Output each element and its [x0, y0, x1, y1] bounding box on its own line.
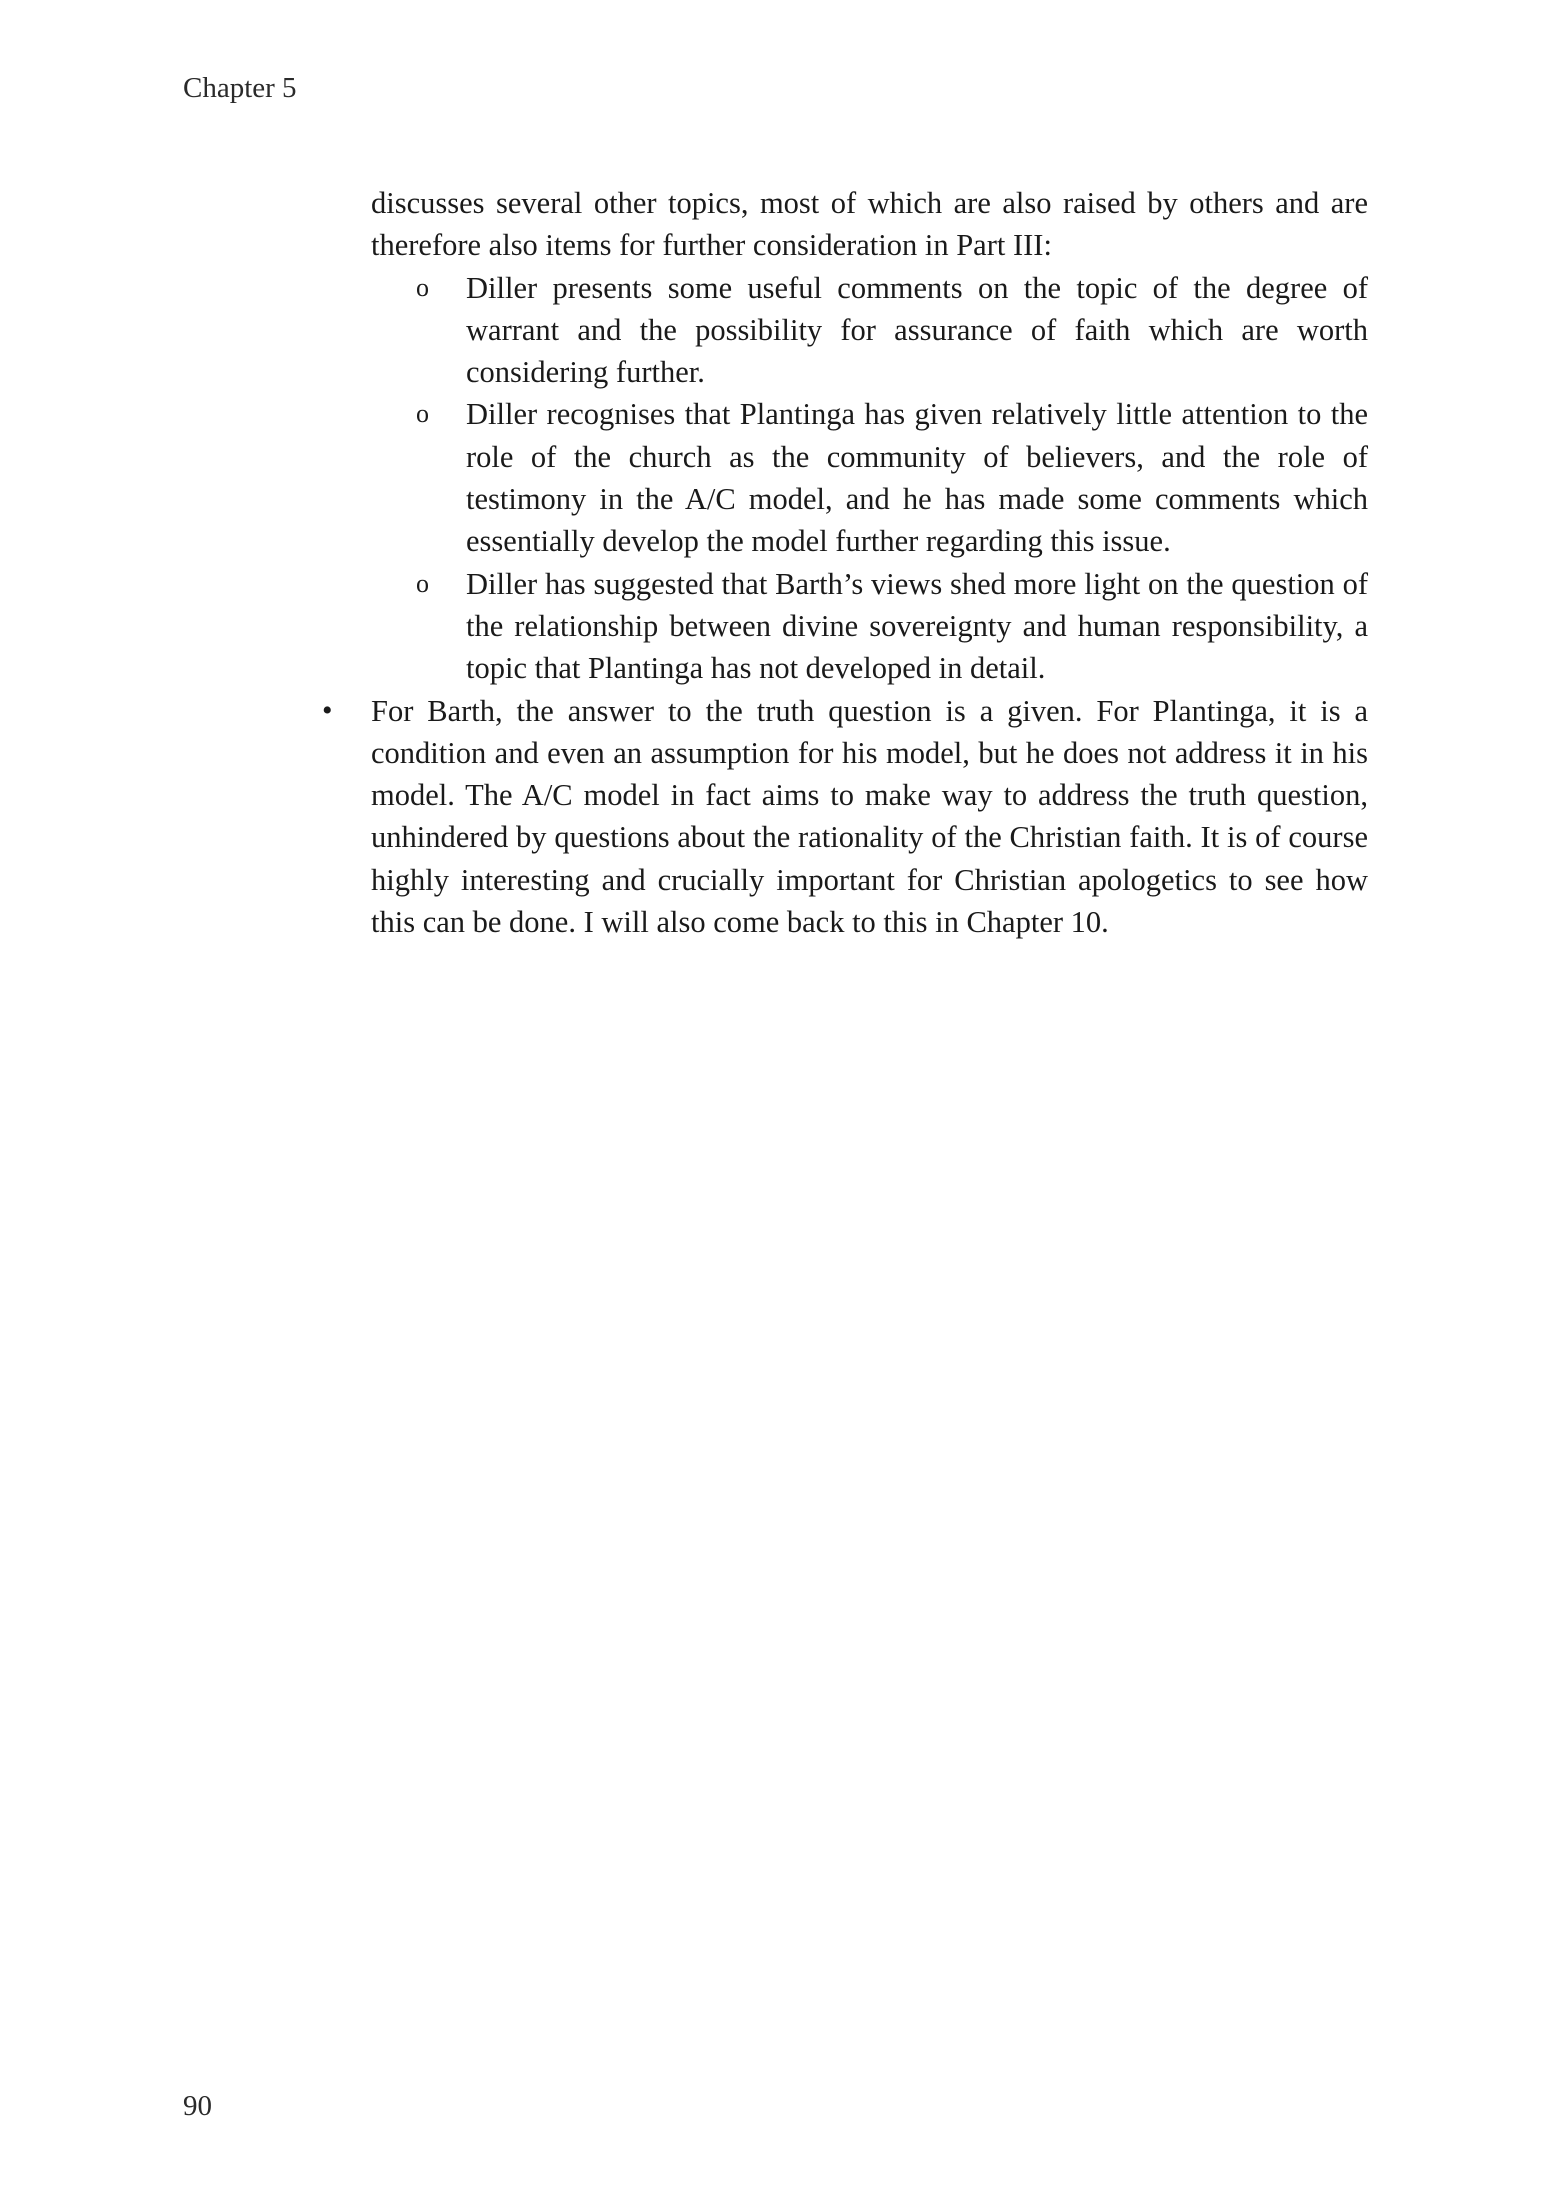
sub-list-item [416, 267, 1368, 394]
intro-paragraph: discusses several other topics, most of which are also raised by others and are therefore also items for further consideration in Part III: [371, 186, 1368, 263]
main-bullet-list [322, 690, 1368, 944]
main-list-item [322, 690, 1368, 944]
running-header: Chapter 5 [183, 72, 297, 104]
sub-list-item [416, 563, 1368, 690]
hollow-bullet-icon: o [416, 399, 429, 429]
sub-list-item [416, 393, 1368, 562]
filled-bullet-icon: • [322, 693, 333, 727]
page-number: 90 [183, 2090, 212, 2122]
hollow-bullet-icon: o [416, 568, 429, 598]
body-text [322, 182, 1368, 943]
sub-list-item-text: Diller recognises that Plantinga has given relatively little attention to the role of the church as the community of believers, and the role of testimony in the A/C model, and he has made some comments which essentially develop the model further regarding this issue. [466, 397, 1368, 559]
sub-list-item-text: Diller has suggested that Barth’s views shed more light on the question of the relationship between divine sovereignty and human responsibility, a topic that Plantinga has not developed in detail. [466, 566, 1368, 686]
sub-bullet-list [371, 267, 1368, 690]
main-list-item-text: For Barth, the answer to the truth question is a given. For Plantinga, it is a condition and even an assumption for his model, but he does not address it in his model. The A/C model in fact aims to make way to address the truth question, unhindered by questions about the rationality of the Christian faith. It is of course highly interesting and crucially important for Christian apologetics to see how this can be done. I will also come back to this in Chapter 10. [371, 693, 1368, 940]
sub-list-item-text: Diller presents some useful comments on the topic of the degree of warrant and the possibility for assurance of faith which are worth considering further. [466, 270, 1368, 390]
hollow-bullet-icon: o [416, 272, 429, 302]
